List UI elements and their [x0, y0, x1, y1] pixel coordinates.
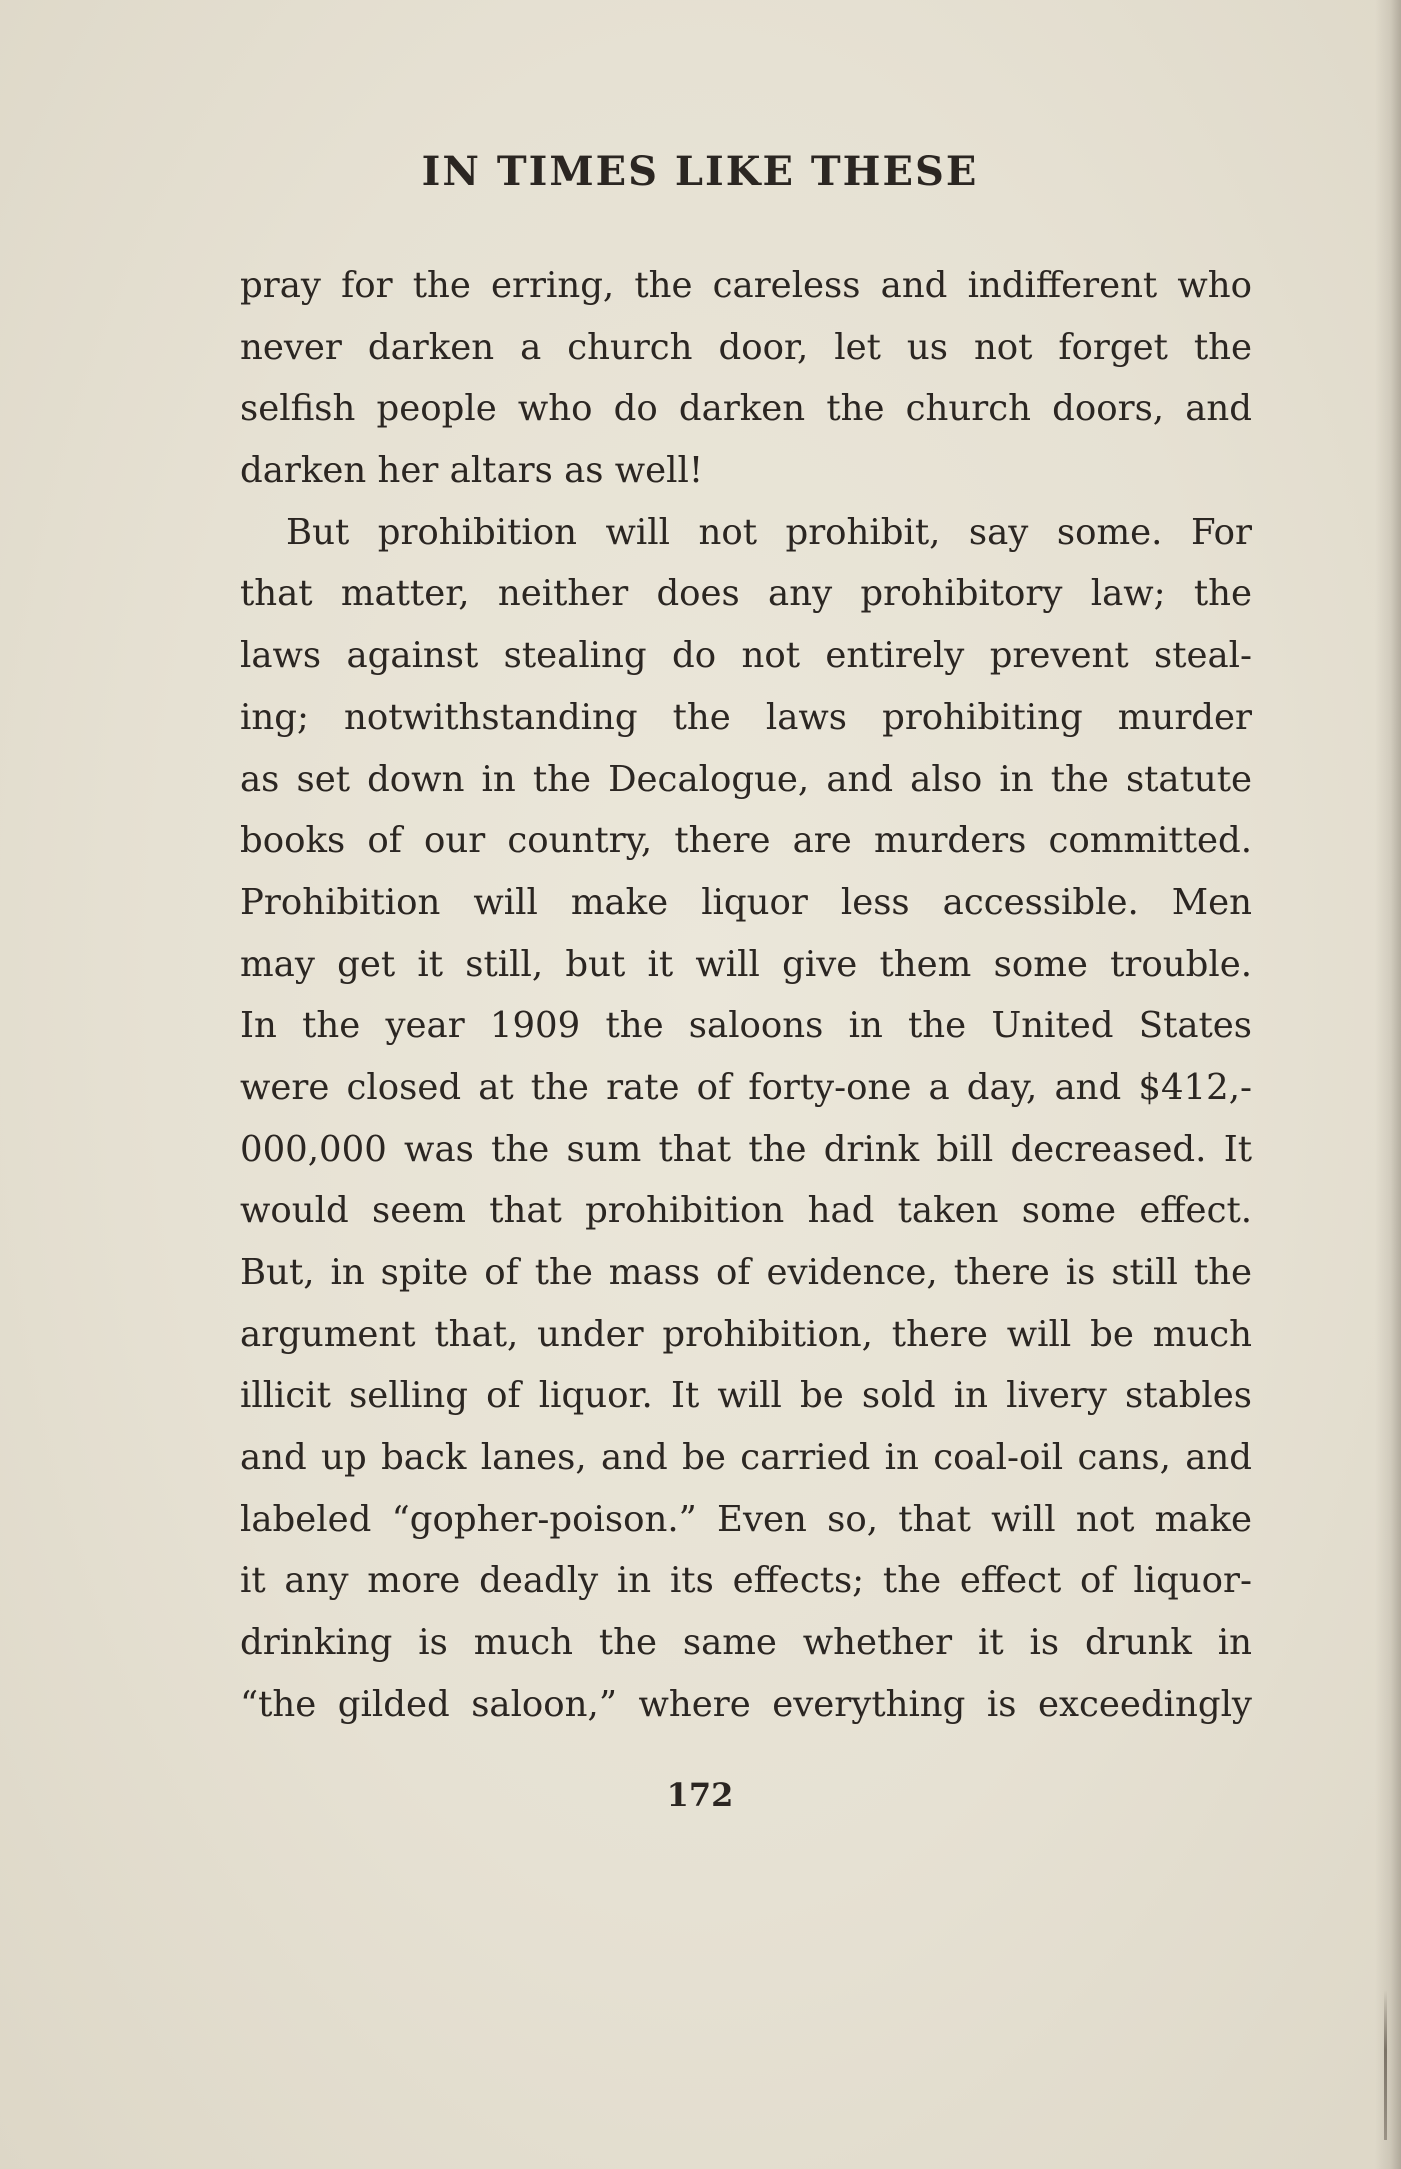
text-line: illicit selling of liquor. It will be sold in livery stables — [240, 1375, 1252, 1417]
text-line: books of our country, there are murders committed. — [240, 820, 1252, 862]
text-line: But, in spite of the mass of evidence, there is still the — [240, 1252, 1252, 1293]
page-edge-mark — [1384, 1990, 1387, 2140]
text-line: would seem that prohibition had taken some effect. — [240, 1190, 1252, 1232]
text-line: selfish people who do darken the church doors, and — [240, 388, 1252, 430]
page-edge-shadow — [1375, 0, 1401, 2169]
text-line: it any more deadly in its effects; the effect of liquor- — [240, 1560, 1252, 1602]
text-line: Prohibition will make liquor less accessible. Men — [240, 881, 1252, 923]
text-line: 000,000 was the sum that the drink bill decreased. It — [240, 1128, 1252, 1170]
paragraph-first-line: But prohibition will not prohibit, say some. For — [286, 511, 1252, 553]
text-line: laws against stealing do not entirely prevent steal- — [240, 635, 1252, 677]
text-line: labeled “gopher-poison.” Even so, that will not make — [240, 1498, 1252, 1540]
text-line: may get it still, but it will give them some trouble. — [240, 943, 1252, 985]
body-text — [240, 255, 1252, 1736]
text-line: “the gilded saloon,” where everything is exceedingly — [240, 1683, 1252, 1725]
text-line: argument that, under prohibition, there will be much — [240, 1313, 1252, 1355]
running-header: IN TIMES LIKE THESE — [421, 148, 979, 195]
text-line: and up back lanes, and be carried in coal-oil cans, and — [240, 1437, 1252, 1479]
text-line: that matter, neither does any prohibitory law; the — [240, 573, 1252, 615]
page-number: 172 — [666, 1776, 734, 1814]
text-line: never darken a church door, let us not forget the — [240, 326, 1252, 368]
text-line: as set down in the Decalogue, and also in the statute — [240, 758, 1252, 800]
text-line: In the year 1909 the saloons in the United States — [240, 1005, 1252, 1047]
text-line: drinking is much the same whether it is drunk in — [240, 1622, 1252, 1664]
text-line: were closed at the rate of forty-one a day, and $412,- — [240, 1066, 1252, 1108]
text-line: ing; notwithstanding the laws prohibiting murder — [240, 696, 1252, 738]
text-line: pray for the erring, the careless and indifferent who — [240, 265, 1252, 306]
paragraph-end-line: darken her altars as well! — [240, 450, 704, 492]
